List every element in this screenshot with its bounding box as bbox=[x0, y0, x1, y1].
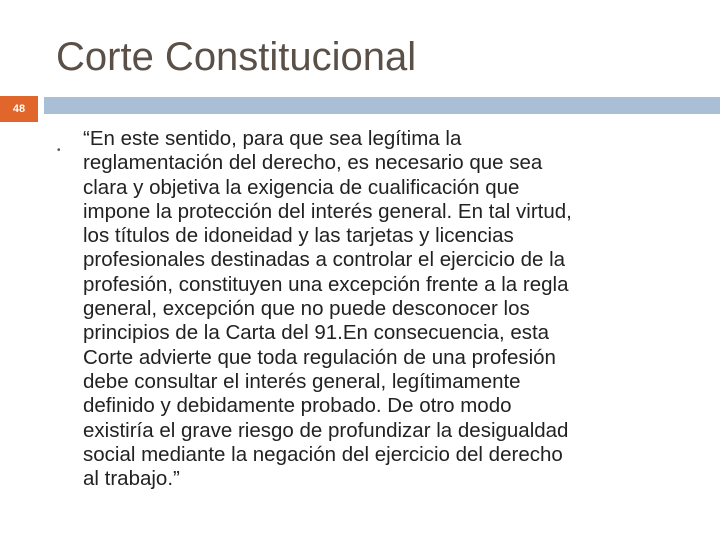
accent-bar bbox=[44, 97, 720, 114]
quote-line: los títulos de idoneidad y las tarjetas y licencias bbox=[83, 224, 514, 248]
quote-line: reglamentación del derecho, es necesario que sea bbox=[83, 151, 543, 175]
quote-line: “En este sentido, para que sea legítima la bbox=[83, 127, 462, 150]
quote-line: definido y debidamente probado. De otro modo bbox=[83, 394, 512, 418]
quote-line: profesionales destinadas a controlar el ejercicio de la bbox=[83, 248, 566, 272]
quote-line: profesión, constituyen una excepción frente a la regla bbox=[83, 272, 569, 296]
quote-line: social mediante la negación del ejercicio del derecho bbox=[83, 442, 563, 466]
slide-title: Corte Constitucional bbox=[56, 35, 417, 79]
quote-line: clara y objetiva la exigencia de cualificación que bbox=[83, 175, 520, 199]
bullet-icon: • bbox=[57, 145, 61, 156]
quote-line: al trabajo.” bbox=[83, 467, 180, 491]
quote-line: Corte advierte que toda regulación de una profesión bbox=[83, 345, 556, 369]
quote-line: impone la protección del interés general. En tal virtud, bbox=[83, 199, 572, 223]
quote-text bbox=[83, 127, 693, 491]
quote-line: existiría el grave riesgo de profundizar la desigualdad bbox=[83, 418, 569, 442]
quote-line: principios de la Carta del 91.En consecuencia, esta bbox=[83, 321, 550, 345]
page-number-badge: 48 bbox=[0, 96, 38, 122]
quote-line: debe consultar el interés general, legítimamente bbox=[83, 369, 521, 393]
quote-line: general, excepción que no puede desconocer los bbox=[83, 297, 530, 321]
